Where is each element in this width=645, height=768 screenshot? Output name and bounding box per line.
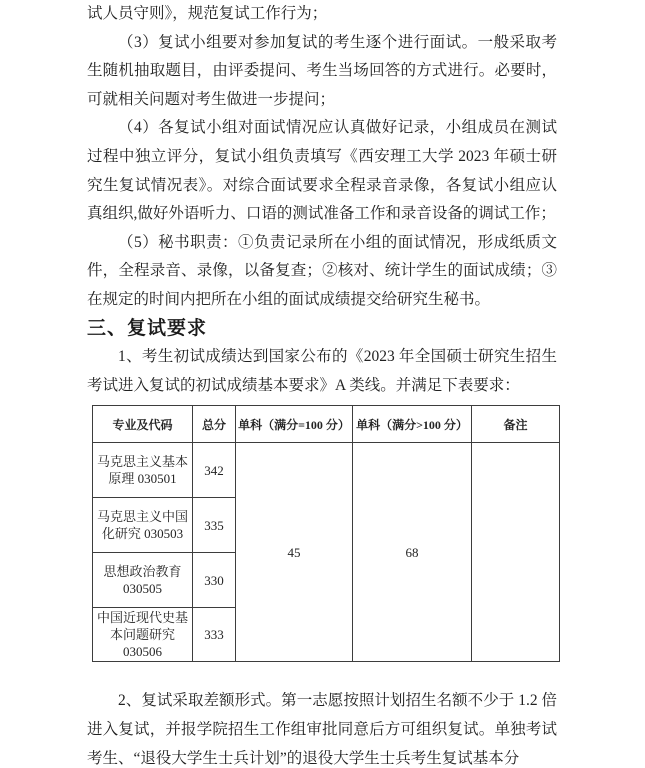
cell-remark-merged (472, 443, 560, 662)
paragraph-item-3: （3）复试小组要对参加复试的考生逐个进行面试。一般采取考生随机抽取题目，由评委提问、考生当场回答的方式进行。必要时，可就相关问题对考生做进一步提问； (87, 33, 557, 108)
cell-major-code: 中国近现代史基本问题研究 030506 (93, 608, 193, 662)
cell-total-score: 333 (193, 608, 236, 662)
table-header-single-eq100: 单科（满分=100 分） (236, 406, 353, 443)
paragraph-requirement-1: 1、考生初试成绩达到国家公布的《2023 年全国硕士研究生招生考试进入复试的初试成绩基本要求》A 类线。并满足下表要求： (87, 348, 557, 394)
paragraph-requirement-2: 2、复试采取差额形式。第一志愿按照计划招生名额不少于 1.2 倍进入复试，并报学院招生工作组审批同意后方可组织复试。单独考试考生、“退役大学生士兵计划”的退役大学生士兵考生复试基本分 (87, 692, 557, 767)
cell-total-score: 342 (193, 443, 236, 498)
paragraph-continued: 试人员守则》，规范复试工作行为； (87, 5, 328, 22)
table-header-single-gt100: 单科（满分>100 分） (353, 406, 472, 443)
score-requirements-table (92, 405, 560, 662)
paragraph-item-5: （5）秘书职责：①负责记录所在小组的面试情况，形成纸质文件，全程录音、录像，以备复查；②核对、统计学生的面试成绩；③在规定的时间内把所在小组的面试成绩提交给研究生秘书。 (87, 233, 557, 308)
cell-major-code: 马克思主义中国化研究 030503 (93, 498, 193, 553)
page-content (87, 0, 557, 768)
cell-total-score: 335 (193, 498, 236, 553)
table-header-remark: 备注 (472, 406, 560, 443)
cell-total-score: 330 (193, 553, 236, 608)
table-header-row (93, 406, 560, 443)
table-row (93, 443, 560, 498)
section-heading-retest-requirements: 三、复试要求 (87, 317, 208, 339)
cell-single-gt100-merged: 68 (353, 443, 472, 662)
cell-single-eq100-merged: 45 (236, 443, 353, 662)
table-header-major-code: 专业及代码 (93, 406, 193, 443)
paragraph-item-4: （4）各复试小组对面试情况应认真做好记录，小组成员在测试过程中独立评分，复试小组负责填写《西安理工大学 2023 年硕士研究生复试情况表》。对综合面试要求全程录音录像，各复试小组应认真组织,做好外语听力、口语的测试准备工作和录音设备的调试工作； (87, 119, 557, 223)
cell-major-code: 思想政治教育 030505 (93, 553, 193, 608)
table-header-total-score: 总分 (193, 406, 236, 443)
cell-major-code: 马克思主义基本原理 030501 (93, 443, 193, 498)
